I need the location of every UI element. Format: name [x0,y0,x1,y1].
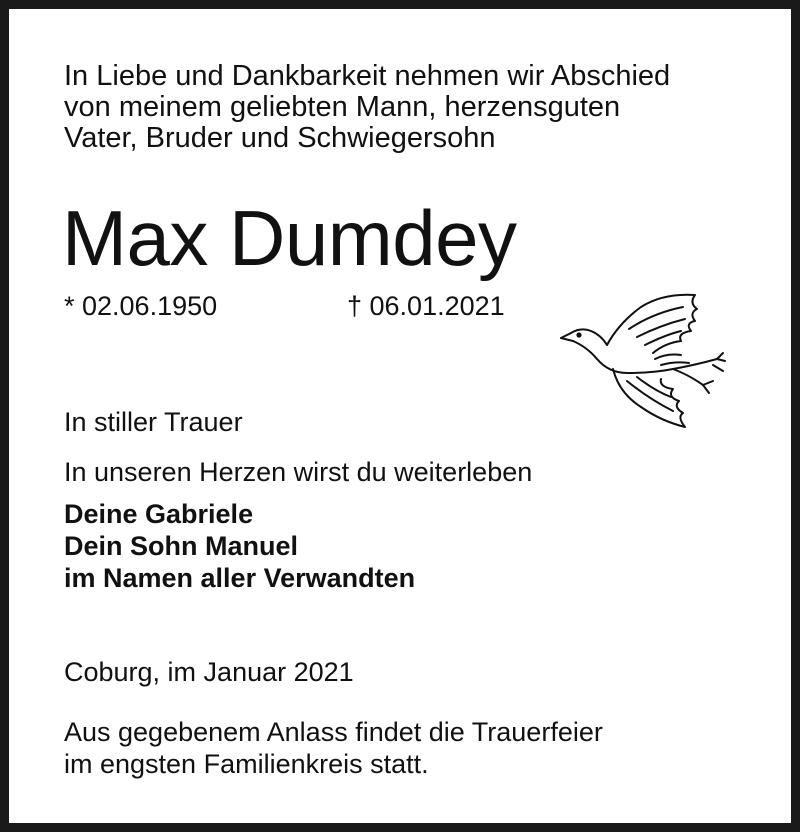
dove-icon [557,289,729,434]
mourners-list [64,498,415,594]
deceased-name: Max Dumdey [62,194,517,282]
mourner-name: im Namen aller Verwandten [64,563,416,593]
place-date: Coburg, im Januar 2021 [64,657,354,687]
mourner-name: Dein Sohn Manuel [64,531,299,561]
closing-line: im engsten Familienkreis statt. [64,749,429,779]
mourner-name: Deine Gabriele [64,499,254,529]
death-date: † 06.01.2021 [347,291,505,321]
mourning-line: In unseren Herzen wirst du weiterleben [64,457,533,487]
closing-line: Aus gegebenem Anlass findet die Trauerfeier [64,717,603,747]
mourning-line: In stiller Trauer [64,407,243,437]
intro-line: von meinem geliebten Mann, herzensguten [64,91,621,123]
intro-text [64,61,784,154]
birth-date: * 02.06.1950 [64,291,218,321]
intro-line: Vater, Bruder und Schwiegersohn [64,122,496,154]
intro-line: In Liebe und Dankbarkeit nehmen wir Abschied [64,60,671,92]
closing-note [64,716,603,780]
